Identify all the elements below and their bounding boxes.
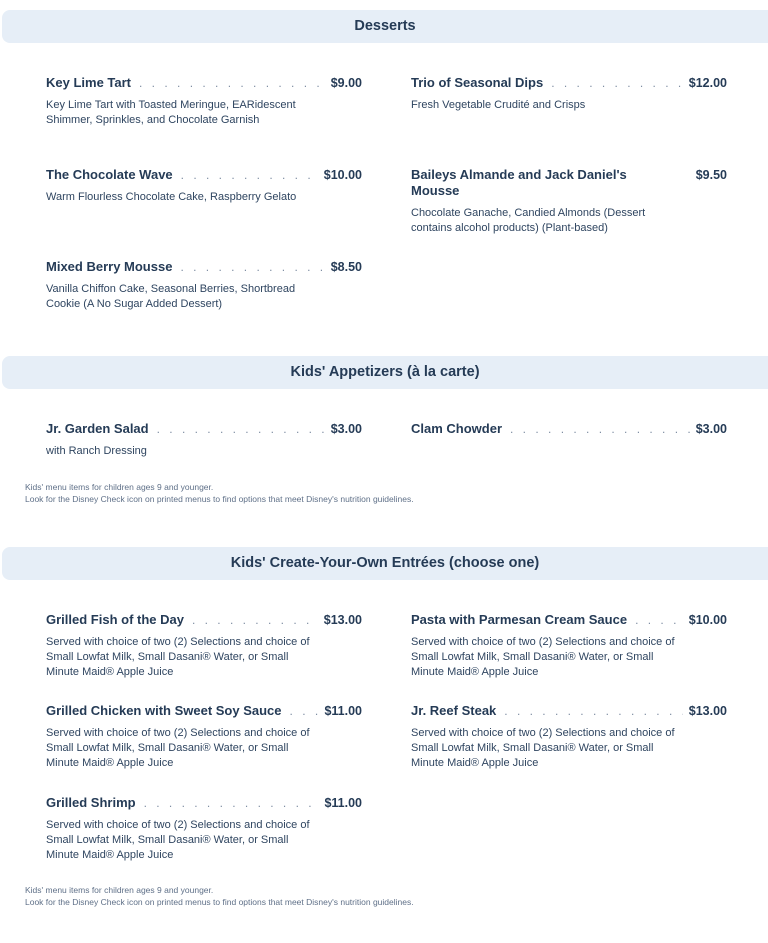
menu-item <box>46 421 362 459</box>
item-price: $9.50 <box>695 168 727 182</box>
item-description: Served with choice of two (2) Selections and choice of Small Lowfat Milk, Small Dasani® Water, or Small Minute Maid® Apple Juice <box>411 727 675 769</box>
menu-item <box>411 421 727 437</box>
item-name: The Chocolate Wave <box>46 167 173 182</box>
kids-footnote <box>25 884 414 908</box>
section-title: Kids' Appetizers (à la carte) <box>2 356 768 389</box>
item-name: Jr. Reef Steak <box>411 703 497 718</box>
dot-leader <box>157 421 325 437</box>
item-name: Grilled Fish of the Day <box>46 612 184 627</box>
item-price: $3.00 <box>695 422 727 436</box>
item-description: Warm Flourless Chocolate Cake, Raspberry Gelato <box>46 191 297 203</box>
item-price: $13.00 <box>688 704 727 718</box>
dot-leader <box>504 703 682 719</box>
dot-leader <box>181 167 318 183</box>
item-description: Fresh Vegetable Crudité and Crisps <box>411 99 586 111</box>
section-kids-entrees <box>0 547 768 580</box>
dot-leader <box>551 75 683 91</box>
item-name: Jr. Garden Salad <box>46 421 149 436</box>
item-price: $13.00 <box>323 613 362 627</box>
dot-leader <box>180 259 324 275</box>
item-price: $3.00 <box>330 422 362 436</box>
item-name: Grilled Chicken with Sweet Soy Sauce <box>46 703 282 718</box>
section-kids-appetizers <box>0 356 768 389</box>
item-price: $11.00 <box>324 796 362 810</box>
item-price: $11.00 <box>324 704 362 718</box>
item-price: $9.00 <box>330 76 362 90</box>
item-description: Chocolate Ganache, Candied Almonds (Dessert contains alcohol products) (Plant-based) <box>411 207 646 234</box>
kids-footnote <box>25 481 414 505</box>
menu-item <box>46 167 362 205</box>
menu-item <box>411 75 727 113</box>
item-name: Clam Chowder <box>411 421 503 436</box>
item-description: Vanilla Chiffon Cake, Seasonal Berries, Shortbread Cookie (A No Sugar Added Dessert) <box>46 283 296 310</box>
item-name: Grilled Shrimp <box>46 795 136 810</box>
menu-item <box>46 612 362 680</box>
footnote-line: Look for the Disney Check icon on printed menus to find options that meet Disney's nutrition guidelines. <box>25 897 414 907</box>
menu-item <box>411 612 727 680</box>
item-price: $12.00 <box>688 76 727 90</box>
item-price: $10.00 <box>323 168 362 182</box>
item-name: Trio of Seasonal Dips <box>411 75 544 90</box>
item-description: Served with choice of two (2) Selections and choice of Small Lowfat Milk, Small Dasani® Water, or Small Minute Maid® Apple Juice <box>411 636 675 678</box>
dot-leader <box>192 612 318 628</box>
item-price: $10.00 <box>688 613 727 627</box>
menu-item <box>46 259 362 312</box>
footnote-line: Kids' menu items for children ages 9 and younger. <box>25 482 214 492</box>
menu-item <box>411 703 727 771</box>
item-price: $8.50 <box>330 260 362 274</box>
menu-item <box>46 75 362 128</box>
dot-leader <box>139 75 325 91</box>
dot-leader <box>510 421 690 437</box>
item-name: Pasta with Parmesan Cream Sauce <box>411 612 628 627</box>
footnote-line: Kids' menu items for children ages 9 and younger. <box>25 885 214 895</box>
section-title: Kids' Create-Your-Own Entrées (choose one) <box>2 547 768 580</box>
menu-item <box>46 703 362 771</box>
item-name: Baileys Almande and Jack Daniel's Mousse <box>411 167 627 198</box>
section-title: Desserts <box>2 10 768 43</box>
item-description: Key Lime Tart with Toasted Meringue, EARidescent Shimmer, Sprinkles, and Chocolate Garnish <box>46 99 296 126</box>
menu-item <box>411 167 727 236</box>
item-description: Served with choice of two (2) Selections and choice of Small Lowfat Milk, Small Dasani® Water, or Small Minute Maid® Apple Juice <box>46 636 310 678</box>
item-description: Served with choice of two (2) Selections and choice of Small Lowfat Milk, Small Dasani® Water, or Small Minute Maid® Apple Juice <box>46 819 310 861</box>
item-description: Served with choice of two (2) Selections and choice of Small Lowfat Milk, Small Dasani® Water, or Small Minute Maid® Apple Juice <box>46 727 310 769</box>
dot-leader <box>290 703 319 719</box>
item-description: with Ranch Dressing <box>46 445 147 457</box>
item-name: Key Lime Tart <box>46 75 132 90</box>
item-name: Mixed Berry Mousse <box>46 259 173 274</box>
dot-leader <box>144 795 319 811</box>
footnote-line: Look for the Disney Check icon on printed menus to find options that meet Disney's nutrition guidelines. <box>25 494 414 504</box>
section-desserts <box>0 10 768 43</box>
menu-item <box>46 795 362 863</box>
dot-leader <box>635 612 683 628</box>
